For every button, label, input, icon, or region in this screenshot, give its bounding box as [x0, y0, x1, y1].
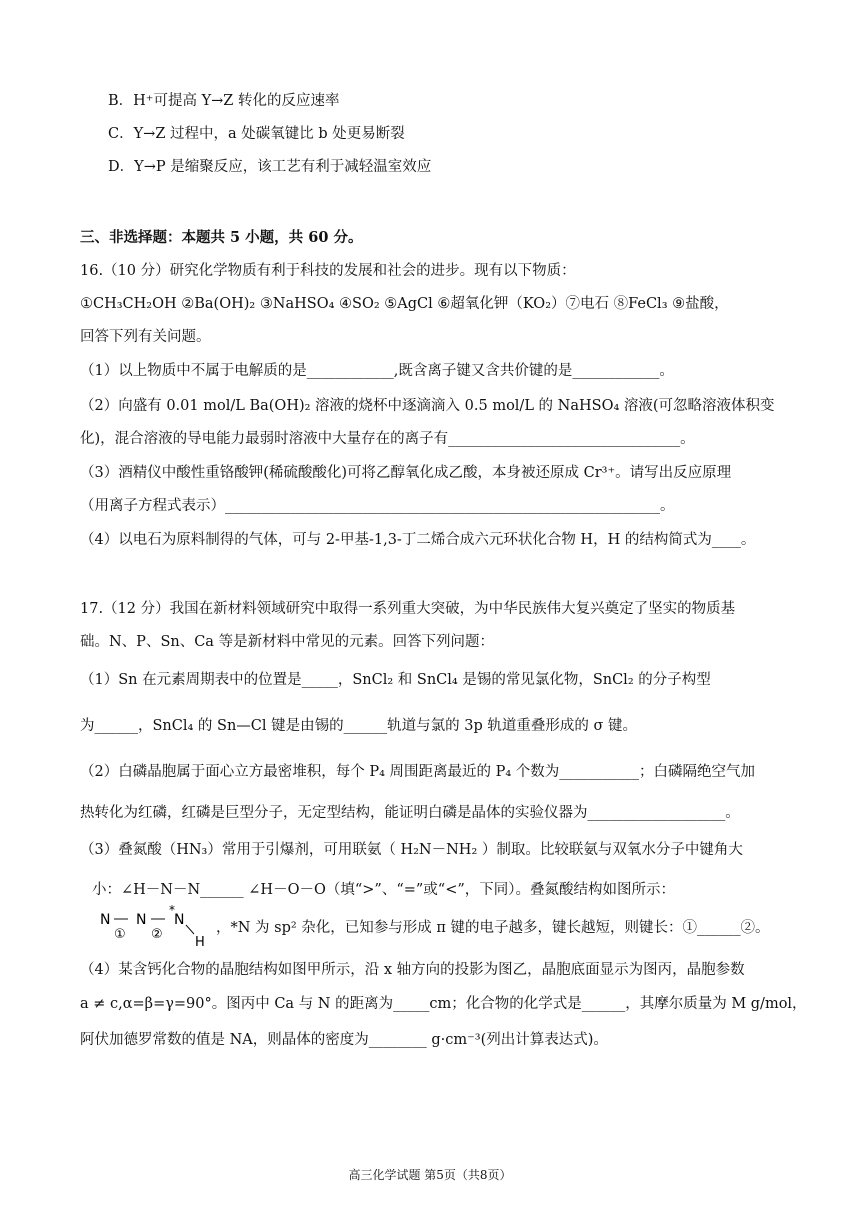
option-d: D．Y→P 是缩聚反应，该工艺有利于减轻温室效应	[108, 159, 432, 175]
q17-part1-line1: （1）Sn 在元素周期表中的位置是_____，SnCl₂ 和 SnCl₄ 是锡的常见氯化物，SnCl₂ 的分子构型	[80, 672, 711, 688]
bond-1-label: ①	[114, 927, 126, 942]
option-c: C．Y→Z 过程中，a 处碳氧键比 b 处更易断裂	[108, 126, 405, 142]
q16-part2-line2: 化)，混合溶液的导电能力最弱时溶液中大量存在的离子有________________________________。	[80, 431, 695, 447]
page-footer: 高三化学试题 第5页（共8页）	[348, 1168, 512, 1182]
option-b: B．H⁺可提高 Y→Z 转化的反应速率	[108, 93, 340, 109]
bond-2-label: ②	[151, 927, 163, 942]
q16-substances: ①CH₃CH₂OH ②Ba(OH)₂ ③NaHSO₄ ④SO₂ ⑤AgCl ⑥超氧化钾（KO₂）⑦电石 ⑧FeCl₃ ⑨盐酸，	[80, 296, 729, 312]
q16-part4: （4）以电石为原料制得的气体，可与 2-甲基-1,3-丁二烯合成六元环状化合物 H，H 的结构简式为____。	[80, 532, 756, 548]
q17-part1-line2: 为______，SnCl₄ 的 Sn—Cl 键是由锡的______轨道与氯的 3p 轨道重叠形成的 σ 键。	[80, 718, 637, 734]
q17-intro-line1: 17.（12 分）我国在新材料领域研究中取得一系列重大突破，为中华民族伟大复兴奠定了坚实的物质基	[80, 601, 736, 617]
q16-part3-line1: （3）酒精仪中酸性重铬酸钾(稀硫酸酸化)可将乙醇氧化成乙酸，本身被还原成 Cr³⁺。请写出反应原理	[80, 465, 732, 481]
q17-part3-line1: （3）叠氮酸（HN₃）常用于引爆剂，可用联氨（ H₂N－NH₂ ）制取。比较联氨与双氧水分子中键角大	[80, 842, 743, 858]
structure-atom-3: N	[174, 912, 185, 928]
section-heading: 三、非选择题：本题共 5 小题，共 60 分。	[80, 229, 363, 246]
q17-intro-line2: 础。N、P、Sn、Ca 等是新材料中常见的元素。回答下列问题：	[80, 634, 495, 650]
q16-intro: 16.（10 分）研究化学物质有利于科技的发展和社会的进步。现有以下物质：	[80, 263, 576, 279]
structure-star: *	[169, 904, 175, 917]
q16-part1: （1）以上物质中不属于电解质的是____________,既含离子键又含共价键的是____________。	[80, 363, 674, 379]
q17-part2-line2: 热转化为红磷，红磷是巨型分子，无定型结构，能证明白磷是晶体的实验仪器为___________________。	[80, 805, 740, 821]
structure-h: H	[195, 935, 205, 950]
q17-part3-line3: ，*N 为 sp² 杂化，已知参与形成 π 键的电子越多，键长越短，则键长：①______②。	[216, 920, 770, 936]
q17-part4-line3: 阿伏加德罗常数的值是 NA，则晶体的密度为________ g·cm⁻³(列出计算表达式)。	[80, 1032, 608, 1048]
bond-nh	[186, 925, 194, 934]
structure-atom-1: N	[100, 912, 111, 928]
q16-part3-line2: （用离子方程式表示）____________________________________________________________。	[80, 498, 675, 514]
q17-part4-line2: a ≠ c,α=β=γ=90°。图丙中 Ca 与 N 的距离为_____cm；化合物的化学式是______，其摩尔质量为 M g/mol，	[80, 996, 807, 1012]
q17-part2-line1: （2）白磷晶胞属于面心立方最密堆积，每个 P₄ 周围距离最近的 P₄ 个数为___________；白磷隔绝空气加	[80, 764, 756, 780]
structure-atom-2: N	[136, 912, 147, 928]
hn3-structure	[96, 904, 216, 950]
q17-part4-line1: （4）某含钙化合物的晶胞结构如图甲所示，沿 x 轴方向的投影为图乙，晶胞底面显示为图丙，晶胞参数	[80, 962, 745, 978]
q17-part3-line2: 小：∠H－N－N______ ∠H－O－O（填“>”、“=”或“<”，下同）。叠氮酸结构如图所示：	[92, 882, 676, 898]
q16-part2-line1: （2）向盛有 0.01 mol/L Ba(OH)₂ 溶液的烧杯中逐滴滴入 0.5 mol/L 的 NaHSO₄ 溶液(可忽略溶液体积变	[80, 398, 775, 414]
q16-prompt: 回答下列有关问题。	[80, 329, 211, 345]
